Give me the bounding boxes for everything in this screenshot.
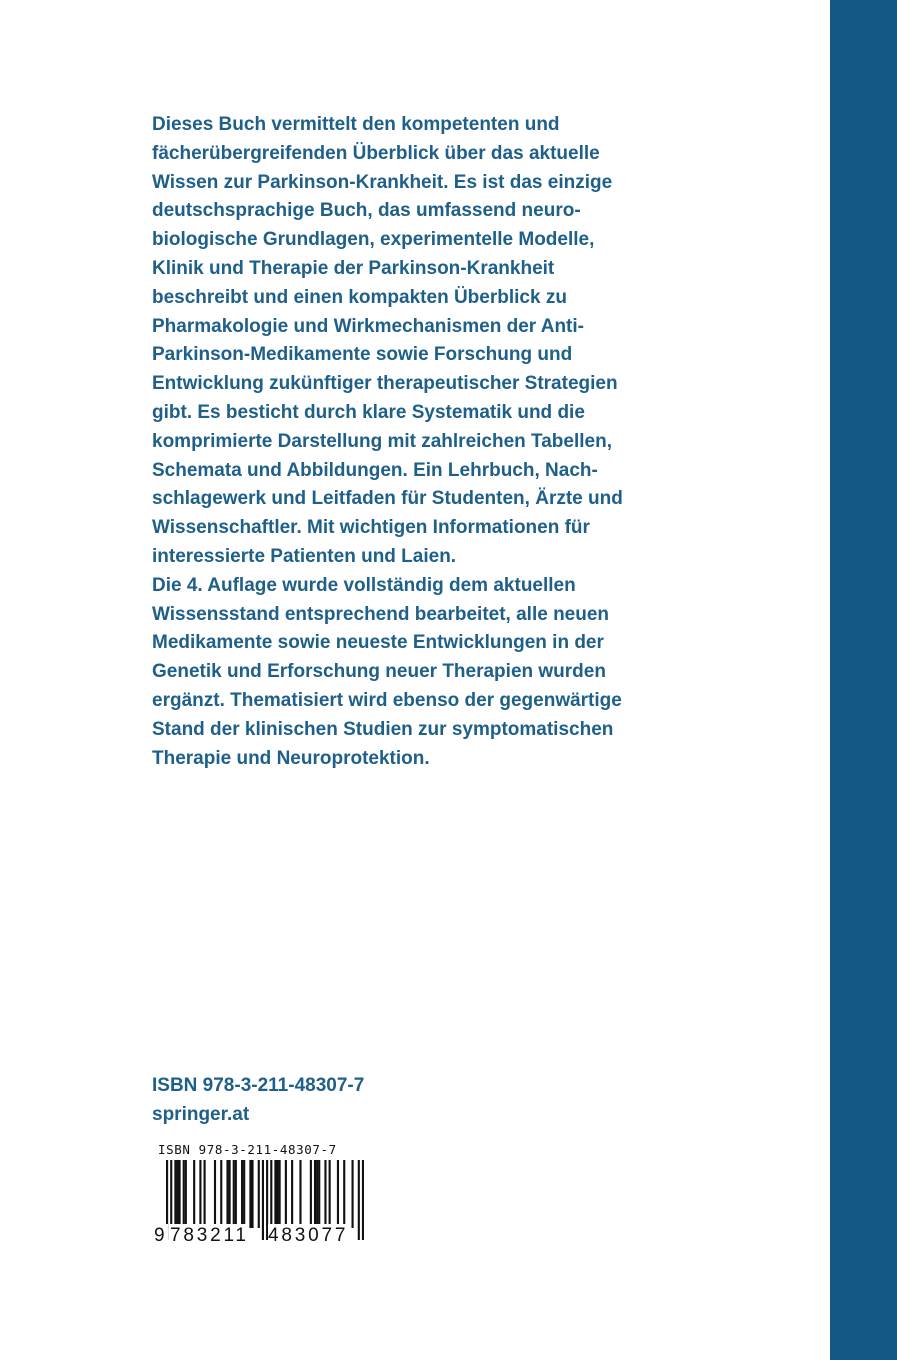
barcode-bar: [220, 1160, 222, 1228]
barcode-bar: [343, 1160, 345, 1228]
barcode-bar: [329, 1160, 331, 1228]
barcode-bar: [193, 1160, 195, 1228]
barcode-bar: [233, 1160, 235, 1228]
barcode-bar: [251, 1160, 253, 1228]
isbn-block: [152, 1071, 364, 1129]
barcode-bar: [299, 1160, 301, 1228]
blurb-line: gibt. Es besticht durch klare Systematik und die: [152, 401, 585, 423]
blurb-line: Therapie und Neuroprotektion.: [152, 747, 430, 769]
barcode-bar: [258, 1160, 260, 1228]
publisher-url[interactable]: springer.at: [152, 1104, 250, 1125]
back-cover-blurb: [152, 111, 712, 773]
blurb-line: fächerübergreifenden Überblick über das aktuelle: [152, 142, 600, 164]
isbn-label: ISBN 978-3-211-48307-7: [152, 1075, 365, 1096]
barcode-bar: [324, 1160, 326, 1228]
barcode-bar: [337, 1160, 339, 1228]
barcode-bar: [179, 1160, 181, 1228]
blurb-line: Stand der klinischen Studien zur symptomatischen: [152, 718, 614, 740]
barcode-bar: [241, 1160, 243, 1228]
barcode-bar: [314, 1160, 316, 1228]
barcode-bar: [249, 1160, 251, 1228]
barcode-digit-first: 9: [154, 1225, 168, 1246]
barcode-guard-bar: [362, 1160, 364, 1240]
blurb-line: biologische Grundlagen, experimentelle Modelle,: [152, 229, 595, 251]
barcode-guard-bar: [262, 1160, 264, 1240]
blurb-line: Genetik und Erforschung neuer Therapien wurden: [152, 661, 606, 683]
blurb-line: beschreibt und einen kompakten Überblick zu: [152, 286, 567, 308]
blurb-line: ergänzt. Thematisiert wird ebenso der gegenwärtige: [152, 689, 622, 711]
blurb-line: Wissensstand entsprechend bearbeitet, alle neuen: [152, 603, 610, 625]
spine-color-band: [830, 0, 897, 1360]
barcode-bar: [279, 1160, 281, 1228]
barcode-digits-right: 483077: [268, 1225, 349, 1246]
barcode-bar: [226, 1160, 228, 1228]
isbn-barcode: [150, 1142, 372, 1258]
blurb-line: schlagewerk und Leitfaden für Studenten, Ärzte und: [152, 488, 623, 510]
blurb-line: deutschsprachige Buch, das umfassend neuro-: [152, 200, 581, 222]
barcode-guard-bar: [358, 1160, 360, 1240]
barcode-bar: [285, 1160, 287, 1228]
barcode-bar: [185, 1160, 187, 1228]
barcode-bar: [276, 1160, 278, 1228]
barcode-isbn-text: ISBN 978-3-211-48307-7: [158, 1142, 337, 1157]
blurb-line: Die 4. Auflage wurde vollständig dem aktuellen: [152, 574, 576, 596]
blurb-line: Parkinson-Medikamente sowie Forschung und: [152, 344, 573, 366]
barcode-bar: [243, 1160, 245, 1228]
blurb-line: Wissen zur Parkinson-Krankheit. Es ist das einzige: [152, 171, 613, 193]
barcode-bar: [351, 1160, 353, 1228]
barcode-bar: [229, 1160, 231, 1228]
blurb-line: Wissenschaftler. Mit wichtigen Informationen für: [152, 517, 590, 539]
blurb-line: Klinik und Therapie der Parkinson-Krankheit: [152, 257, 555, 279]
barcode-bar: [318, 1160, 320, 1228]
barcode-bar: [291, 1160, 293, 1228]
blurb-line: interessierte Patienten und Laien.: [152, 545, 457, 567]
barcode-bar: [235, 1160, 237, 1228]
barcode-bar: [183, 1160, 185, 1228]
barcode-bar: [199, 1160, 201, 1228]
blurb-line: Schemata und Abbildungen. Ein Lehrbuch, Nach-: [152, 459, 598, 481]
barcode-bar: [310, 1160, 312, 1228]
barcode-bar: [316, 1160, 318, 1228]
blurb-line: Medikamente sowie neueste Entwicklungen in der: [152, 632, 604, 654]
barcode-bar: [214, 1160, 216, 1228]
barcode-bar: [176, 1160, 178, 1228]
blurb-line: komprimierte Darstellung mit zahlreichen Tabellen,: [152, 430, 612, 452]
barcode-bar: [270, 1160, 272, 1228]
blurb-line: Dieses Buch vermittelt den kompetenten und: [152, 114, 560, 135]
barcode-bar: [204, 1160, 206, 1228]
barcode-bar: [174, 1160, 176, 1228]
barcode-bar: [274, 1160, 276, 1228]
blurb-line: Entwicklung zukünftiger therapeutischer Strategien: [152, 373, 618, 395]
blurb-line: Pharmakologie und Wirkmechanismen der Anti-: [152, 315, 584, 337]
barcode-digits-left: 783211: [170, 1225, 249, 1246]
